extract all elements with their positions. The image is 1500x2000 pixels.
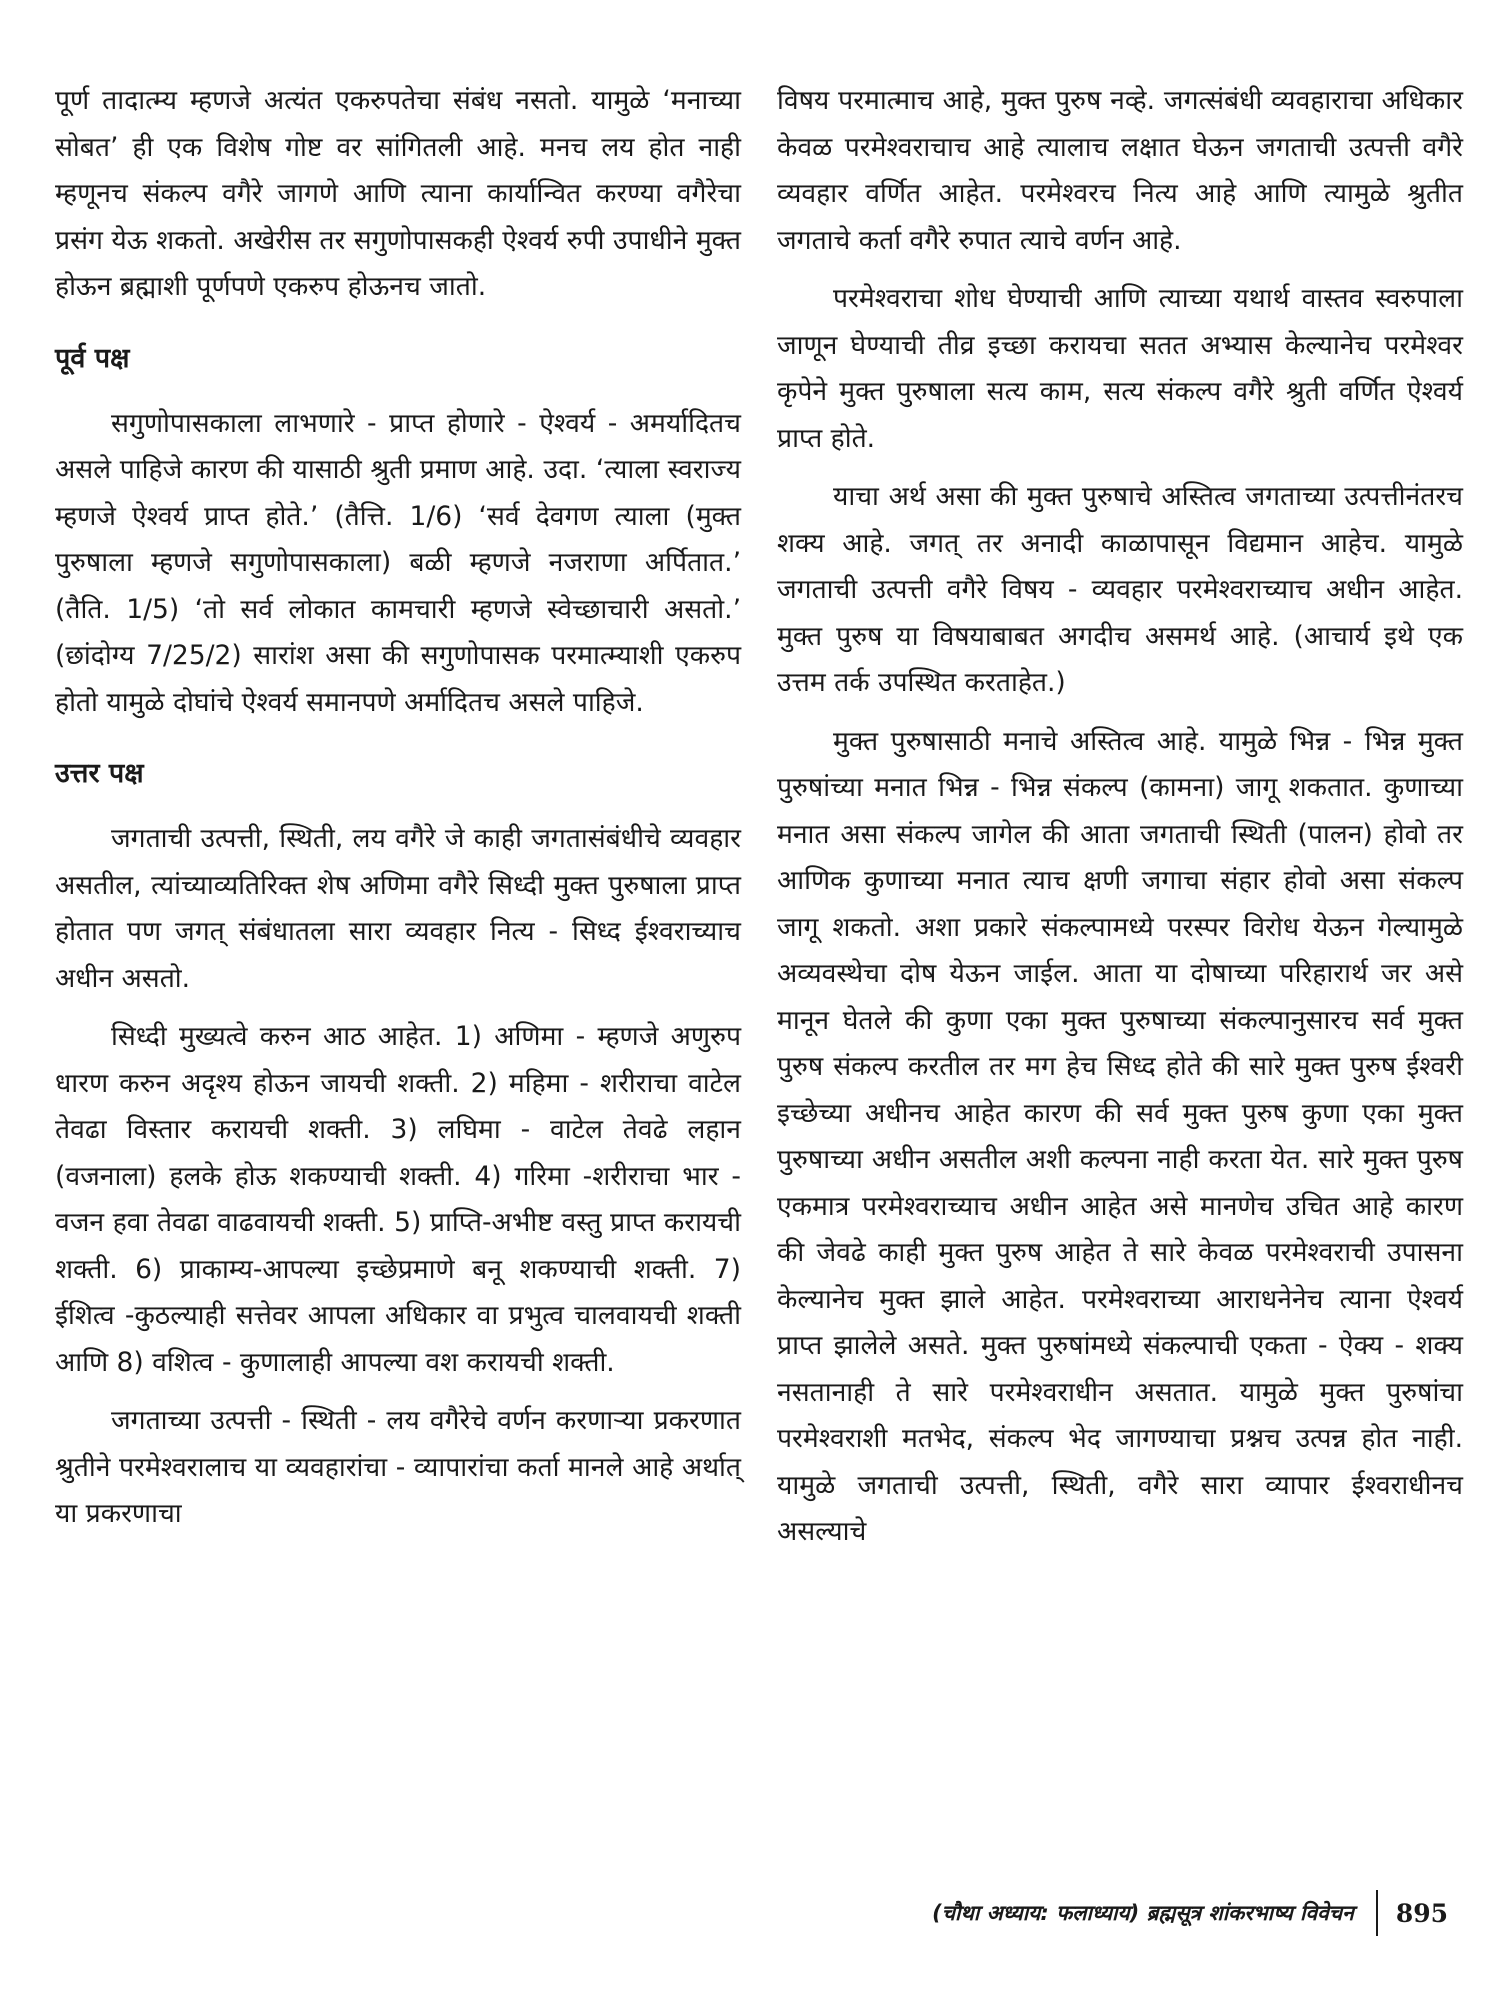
paragraph: सिध्दी मुख्यत्वे करुन आठ आहेत. 1) अणिमा - म्हणजे अणुरुप धारण करुन अदृश्य होऊन जायची शक्ती. 2) महिमा - शरीराचा वाटेल तेवढा विस्तार करायची शक्ती. 3) लघिमा - वाटेल तेवढे लहान (वजनाला) हलके होऊ शकण्याची शक्ती. 4) गरिमा -शरीराचा भार - वजन हवा तेवढा वाढवायची शक्ती. 5) प्राप्ति-अभीष्ट वस्तु प्राप्त करायची शक्ती. 6) प्राकाम्य-आपल्या इच्छेप्रमाणे बनू शकण्याची शक्ती. 7) ईशित्व -कुठल्याही सत्तेवर आपला अधिकार वा प्रभुत्व चालवायची शक्ती आणि 8) वशित्व - कुणालाही आपल्या वश करायची शक्ती. [55,1021,741,1378]
page-footer [932,1890,1448,1936]
page-number: 895 [1395,1898,1448,1928]
section-heading-uttar-paksha: उत्तर पक्ष [55,758,144,789]
left-column [55,78,741,1538]
paragraph: पूर्ण तादात्म्य म्हणजे अत्यंत एकरुपतेचा संबंध नसतो. यामुळे ‘मनाच्या सोबत’ ही एक विशेष गोष्ट वर सांगितली आहे. मनच लय होत नाही म्हणूनच संकल्प वगैरे जागणे आणि त्याना कार्यान्वित करण्या वगैरेचा प्रसंग येऊ शकतो. अखेरीस तर सगुणोपासकही ऐश्वर्य रुपी उपाधीने मुक्त होऊन ब्रह्माशी पूर्णपणे एकरुप होऊनच जातो. [55,85,741,302]
section-heading-purva-paksha: पूर्व पक्ष [55,342,130,374]
paragraph: जगताची उत्पत्ती, स्थिती, लय वगैरे जे काही जगतासंबंधीचे व्यवहार असतील, त्यांच्याव्यतिरिक्त शेष अणिमा वगैरे सिध्दी मुक्त पुरुषाला प्राप्त होतात पण जगत् संबंधातला सारा व्यवहार नित्य - सिध्द ईश्वराच्याच अधीन असतो. [55,823,741,994]
paragraph: जगताच्या उत्पत्ती - स्थिती - लय वगैरेचे वर्णन करणाऱ्या प्रकरणात श्रुतीने परमेश्वरालाच या व्यवहारांचा - व्यापारांचा कर्ता मानले आहे अर्थात् या प्रकरणाचा [55,1405,741,1529]
running-title: (चौथा अध्याय: फलाध्याय) ब्रह्मसूत्र शांकरभाष्य विवेचन [932,1901,1354,1925]
paragraph: मुक्त पुरुषासाठी मनाचे अस्तित्व आहे. यामुळे भिन्न - भिन्न मुक्त पुरुषांच्या मनात भिन्न - भिन्न संकल्प (कामना) जागू शकतात. कुणाच्या मनात असा संकल्प जागेल की आता जगताची स्थिती (पालन) होवो तर आणिक कुणाच्या मनात त्याच क्षणी जगाचा संहार होवो असा संकल्प जागू शकतो. अशा प्रकारे संकल्पामध्ये परस्पर विरोध येऊन गेल्यामुळे अव्यवस्थेचा दोष येऊन जाईल. आता या दोषाच्या परिहारार्थ जर असे मानून घेतले की कुणा एका मुक्त पुरुषाच्या संकल्पानुसारच सर्व मुक्त पुरुष संकल्प करतील तर मग हेच सिध्द होते की सारे मुक्त पुरुष ईश्वरी इच्छेच्या अधीनच आहेत कारण की सर्व मुक्त पुरुष कुणा एका मुक्त पुरुषाच्या अधीन असतील अशी कल्पना नाही करता येत. सारे मुक्त पुरुष एकमात्र परमेश्वराच्याच अधीन आहेत असे मानणेच उचित आहे कारण की जेवढे काही मुक्त पुरुष आहेत ते सारे केवळ परमेश्वराची उपासना केल्यानेच मुक्त झाले आहेत. परमेश्वराच्या आराधनेनेच त्याना ऐश्वर्य प्राप्त झालेले असते. मुक्त पुरुषांमध्ये संकल्पाची एकता - ऐक्य - शक्य नसतानाही ते सारे परमेश्वराधीन असतात. यामुळे मुक्त पुरुषांचा परमेश्वराशी मतभेद, संकल्प भेद जागण्याचा प्रश्नच उत्पन्न होत नाही. यामुळे जगताची उत्पत्ती, स्थिती, वगैरे सारा व्यापार ईश्वराधीनच असल्याचे [777,725,1463,1547]
paragraph: विषय परमात्माच आहे, मुक्त पुरुष नव्हे. जगत्संबंधी व्यवहाराचा अधिकार केवळ परमेश्वराचाच आहे त्यालाच लक्षात घेऊन जगताची उत्पत्ती वगैरे व्यवहार वर्णित आहेत. परमेश्वरच नित्य आहे आणि त्यामुळे श्रुतीत जगताचे कर्ता वगैरे रुपात त्याचे वर्णन आहे. [777,85,1463,256]
paragraph: याचा अर्थ असा की मुक्त पुरुषाचे अस्तित्व जगताच्या उत्पत्तीनंतरच शक्य आहे. जगत् तर अनादी काळापासून विद्यमान आहेच. यामुळे जगताची उत्पत्ती वगैरे विषय - व्यवहार परमेश्वराच्याच अधीन आहेत. मुक्त पुरुष या विषयाबाबत अगदीच असमर्थ आहे. (आचार्य इथे एक उत्तम तर्क उपस्थित करताहेत.) [777,481,1463,698]
right-column [777,78,1463,1556]
paragraph: परमेश्वराचा शोध घेण्याची आणि त्याच्या यथार्थ वास्तव स्वरुपाला जाणून घेण्याची तीव्र इच्छा करायचा सतत अभ्यास केल्यानेच परमेश्वर कृपेने मुक्त पुरुषाला सत्य काम, सत्य संकल्प वगैरे श्रुती वर्णित ऐश्वर्य प्राप्त होते. [777,283,1463,454]
paragraph: सगुणोपासकाला लाभणारे - प्राप्त होणारे - ऐश्वर्य - अमर्यादितच असले पाहिजे कारण की यासाठी श्रुती प्रमाण आहे. उदा. ‘त्याला स्वराज्य म्हणजे ऐश्वर्य प्राप्त होते.’ (तैत्ति. 1/6) ‘सर्व देवगण त्याला (मुक्त पुरुषाला म्हणजे सगुणोपासकाला) बळी म्हणजे नजराणा अर्पितात.’ (तैति. 1/5) ‘तो सर्व लोकात कामचारी म्हणजे स्वेच्छाचारी असतो.’ (छांदोग्य 7/25/2) सारांश असा की सगुणोपासक परमात्म्याशी एकरुप होतो यामुळे दोघांचे ऐश्वर्य समानपणे अर्मादितच असले पाहिजे. [55,407,741,718]
